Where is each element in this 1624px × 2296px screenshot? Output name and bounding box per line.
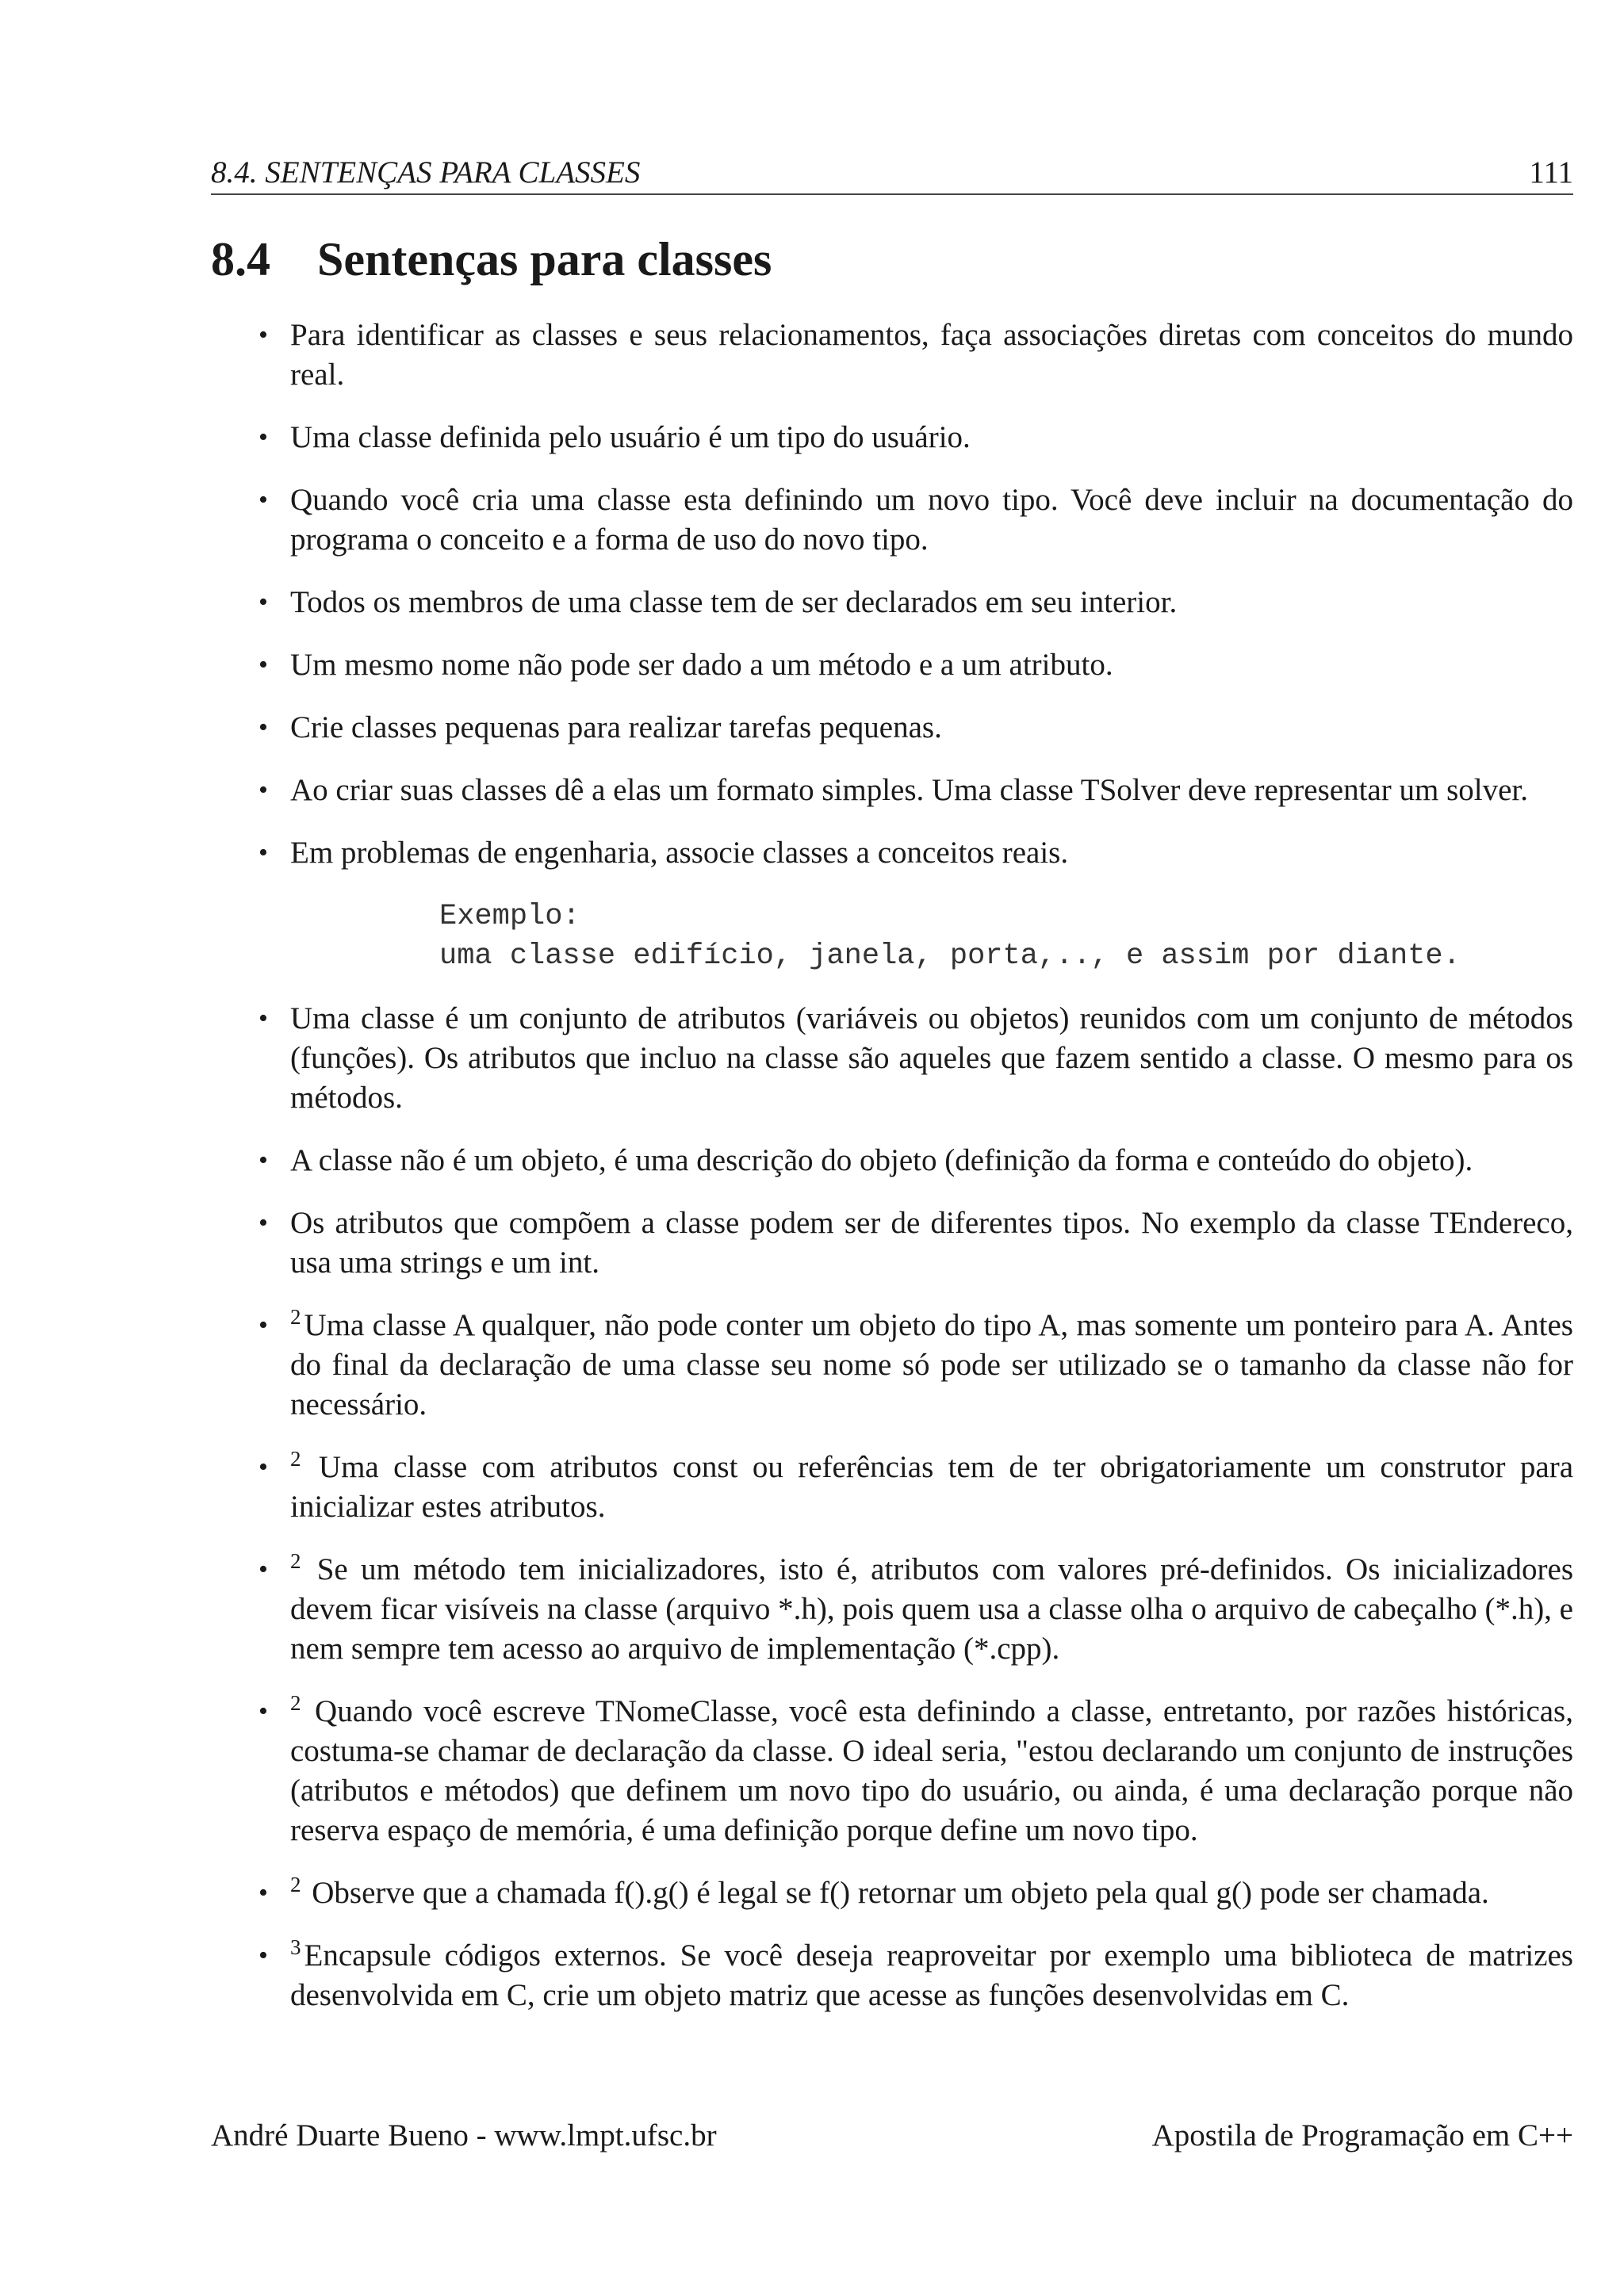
bullet-icon: • [259,320,268,350]
list-item-text: Uma classe A qualquer, não pode conter um objeto do tipo A, mas somente um ponteiro para A. Antes do final da declaração de uma classe seu nome só pode ser utilizado se o tamanho da classe não for necessário. [290,1308,1573,1422]
code-line: uma classe edifício, janela, porta,.., e assim por diante. [439,939,1461,973]
list-item [211,1692,1573,1850]
footnote-marker: 2 [290,1873,301,1896]
list-item [211,1203,1573,1283]
list-item [211,1141,1573,1181]
list-item [211,583,1573,622]
list-item-text: Uma classe definida pelo usuário é um tipo do usuário. [290,420,971,454]
list-item-text: Uma classe é um conjunto de atributos (variáveis ou objetos) reunidos com um conjunto de métodos (funções). Os atributos que incluo na classe são aqueles que fazem sentido a classe. O mesmo para os métodos. [290,1001,1573,1115]
list-item [211,771,1573,810]
footnote-marker: 3 [290,1935,301,1959]
bullet-icon: • [259,1208,268,1238]
list-item-text: Todos os membros de uma classe tem de ser declarados em seu interior. [290,585,1178,619]
list-item [211,418,1573,457]
list-item [211,833,1573,976]
list-item [211,316,1573,395]
running-header-title: 8.4. SENTENÇAS PARA CLASSES [211,155,641,189]
guideline-list [211,316,1573,2038]
bullet-icon: • [259,1555,268,1584]
bullet-icon: • [259,1878,268,1908]
list-item [211,708,1573,748]
list-item [211,999,1573,1118]
bullet-icon: • [259,1941,268,1970]
list-item-text: Os atributos que compõem a classe podem ser de diferentes tipos. No exemplo da classe TEndereco, usa uma strings e um int. [290,1206,1573,1280]
bullet-icon: • [259,713,268,742]
code-example [439,897,1573,976]
list-item [211,1550,1573,1669]
footer-book-title: Apostila de Programação em C++ [1151,2118,1573,2152]
bullet-icon: • [259,1697,268,1726]
list-item-text: Quando você cria uma classe esta definindo um novo tipo. Você deve incluir na documentação do programa o conceito e a forma de uso do novo tipo. [290,483,1573,557]
list-item [211,1306,1573,1425]
list-item-text: Ao criar suas classes dê a elas um formato simples. Uma classe TSolver deve representar um solver. [290,773,1528,807]
bullet-icon: • [259,1004,268,1033]
list-item [211,1873,1573,1913]
section-title-text: Sentenças para classes [317,233,772,285]
footer-author: André Duarte Bueno - www.lmpt.ufsc.br [211,2118,717,2152]
list-item-text: Em problemas de engenharia, associe classes a conceitos reais. [290,836,1069,870]
section-number: 8.4 [211,233,270,285]
list-item-text: Encapsule códigos externos. Se você deseja reaproveitar por exemplo uma biblioteca de matrizes desenvolvida em C, crie um objeto matriz que acesse as funções desenvolvidas em C. [290,1938,1573,2012]
section-title [211,228,772,291]
bullet-icon: • [259,485,268,515]
bullet-icon: • [259,650,268,679]
code-line: Exemplo: [439,900,580,933]
list-item-text: Um mesmo nome não pode ser dado a um método e a um atributo. [290,648,1113,682]
footnote-marker: 2 [290,1691,301,1715]
list-item-text: Para identificar as classes e seus relacionamentos, faça associações diretas com conceitos do mundo real. [290,318,1573,392]
bullet-icon: • [259,775,268,805]
list-item [211,1448,1573,1527]
footnote-marker: 2 [290,1447,301,1471]
bullet-icon: • [259,1452,268,1482]
list-item-text: Uma classe com atributos const ou referências tem de ter obrigatoriamente um construtor para inicializar estes atributos. [290,1450,1573,1524]
list-item [211,645,1573,685]
bullet-icon: • [259,1311,268,1340]
list-item-text: Se um método tem inicializadores, isto é, atributos com valores pré-definidos. Os inicializadores devem ficar visíveis na classe (arquivo *.h), pois quem usa a classe olha o arquivo de cabeçalho (*.h), e nem sempre tem acesso ao arquivo de implementação (*.cpp). [290,1552,1573,1666]
footnote-marker: 2 [290,1305,301,1329]
page-number: 111 [1529,155,1573,189]
list-item-text: Crie classes pequenas para realizar tarefas pequenas. [290,710,942,744]
bullet-icon: • [259,587,268,617]
list-item [211,480,1573,560]
bullet-icon: • [259,423,268,452]
list-item [211,1936,1573,2015]
bullet-icon: • [259,838,268,867]
running-header [211,152,1573,195]
footnote-marker: 2 [290,1549,301,1573]
list-item-text: Observe que a chamada f().g() é legal se f() retornar um objeto pela qual g() pode ser chamada. [304,1876,1489,1910]
list-item-text: Quando você escreve TNomeClasse, você esta definindo a classe, entretanto, por razões históricas, costuma-se chamar de declaração da classe. O ideal seria, "estou declarando um conjunto de instruções (atributos e métodos) que definem um novo tipo do usuário, ou ainda, é uma declaração porque não reserva espaço de memória, é uma definição porque define um novo tipo. [290,1694,1573,1847]
bullet-icon: • [259,1146,268,1175]
list-item-text: A classe não é um objeto, é uma descrição do objeto (definição da forma e conteúdo do objeto). [290,1143,1473,1177]
